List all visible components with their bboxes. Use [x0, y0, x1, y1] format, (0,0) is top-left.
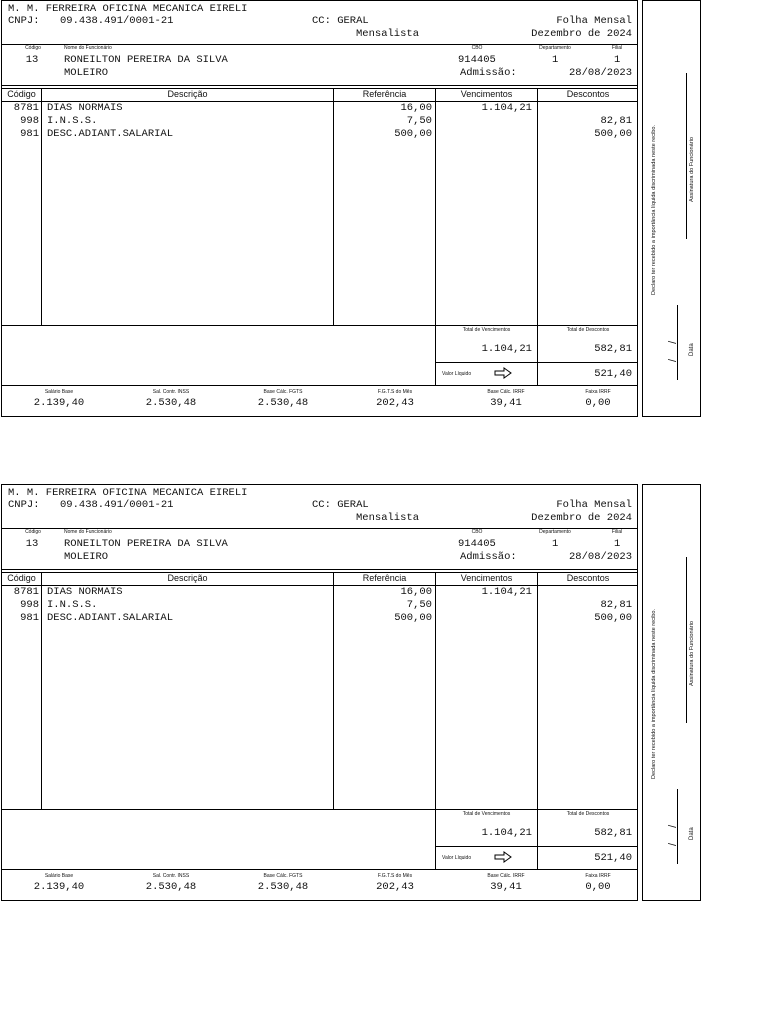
folha-title: Folha Mensal: [556, 15, 632, 27]
cell-descricao: DIAS NORMAIS: [47, 586, 123, 598]
cell-descricao: DIAS NORMAIS: [47, 102, 123, 114]
totals-divider: [1, 809, 638, 810]
col-header-descricao: Descrição: [167, 573, 208, 583]
faixa-irrf-value: 0,00: [585, 397, 611, 409]
cell-referencia: 500,00: [394, 612, 432, 624]
cell-referencia: 500,00: [394, 128, 432, 140]
cnpj-value: 09.438.491/0001-21: [60, 15, 174, 27]
date-label: Data: [689, 827, 695, 840]
liquido-divider: [435, 362, 638, 363]
cell-descontos: 500,00: [594, 612, 632, 624]
faixa-irrf-value: 0,00: [585, 881, 611, 893]
employee-department: 1: [552, 54, 559, 66]
signature-label: Assinatura do Funcionário: [689, 137, 695, 202]
valor-liquido-value: 521,40: [594, 852, 632, 864]
admissao-label: Admissão:: [460, 67, 517, 79]
cell-codigo: 998: [20, 115, 39, 127]
fgts-do-mes-value: 202,43: [376, 881, 414, 893]
signature-line: [686, 557, 687, 723]
employee-cbo: 914405: [458, 538, 496, 550]
valor-liquido-label: Valor Líquido: [442, 371, 472, 377]
employee-branch: 1: [614, 538, 621, 550]
sal-contr-inss-label: Sal. Contr. INSS: [152, 873, 190, 879]
fgts-do-mes-value: 202,43: [376, 397, 414, 409]
divider: [1, 569, 638, 570]
sal-contr-inss-value: 2.530,48: [145, 397, 197, 409]
cell-descricao: DESC.ADIANT.SALARIAL: [47, 128, 174, 140]
employee-role: MOLEIRO: [64, 67, 109, 79]
valor-liquido-label: Valor Líquido: [442, 855, 472, 861]
base-calc-irrf-value: 39,41: [490, 397, 522, 409]
codigo-small-label: Código: [25, 45, 41, 51]
faixa-irrf-label: Faixa IRRF: [585, 389, 611, 395]
cell-codigo: 981: [20, 128, 39, 140]
total-descontos-value: 582,81: [594, 343, 632, 355]
table-row: [0, 612, 640, 624]
payslip-1: [0, 0, 768, 420]
faixa-irrf-label: Faixa IRRF: [585, 873, 611, 879]
codigo-small-label: Código: [25, 529, 41, 535]
cell-descricao: I.N.S.S.: [47, 599, 98, 611]
cell-referencia: 7,50: [406, 599, 432, 611]
total-descontos-label: Total de Descontos: [566, 327, 610, 333]
cost-center: CC: GERAL: [312, 15, 369, 27]
date-slashes: / /: [667, 818, 679, 846]
totals-divider: [1, 325, 638, 326]
employee-role: MOLEIRO: [64, 551, 109, 563]
salario-base-value: 2.139,40: [33, 397, 85, 409]
admissao-date: 28/08/2023: [568, 67, 632, 79]
cell-referencia: 16,00: [400, 102, 432, 114]
mensalista-label: Mensalista: [356, 28, 420, 40]
col-header-referencia: Referência: [362, 89, 407, 99]
nome-small-label: Nome do Funcionário: [64, 45, 112, 51]
admissao-date: 28/08/2023: [568, 551, 632, 563]
cell-vencimentos: 1.104,21: [481, 102, 532, 114]
table-row: [0, 586, 640, 598]
col-header-descontos: Descontos: [566, 89, 610, 99]
departamento-small-label: Departamento: [539, 529, 571, 535]
salario-base-value: 2.139,40: [33, 881, 85, 893]
table-row: [0, 102, 640, 114]
cell-codigo: 8781: [13, 102, 39, 114]
signature-line: [686, 73, 687, 239]
salario-base-label: Salário Base: [44, 389, 74, 395]
cnpj-label: CNPJ:: [8, 499, 40, 511]
cell-codigo: 981: [20, 612, 39, 624]
cell-descricao: I.N.S.S.: [47, 115, 98, 127]
nome-small-label: Nome do Funcionário: [64, 529, 112, 535]
cell-referencia: 7,50: [406, 115, 432, 127]
employee-code: 13: [25, 538, 39, 550]
total-descontos-label: Total de Descontos: [566, 811, 610, 817]
col-header-descricao: Descrição: [167, 89, 208, 99]
declaration-text: Declaro ter recebido a importância líquida discriminada neste recibo.: [651, 608, 657, 779]
cnpj-label: CNPJ:: [8, 15, 40, 27]
valor-liquido-value: 521,40: [594, 368, 632, 380]
base-calc-fgts-label: Base Cálc. FGTS: [263, 389, 303, 395]
sal-contr-inss-label: Sal. Contr. INSS: [152, 389, 190, 395]
bases-row: [0, 388, 640, 416]
period-label: Dezembro de 2024: [531, 512, 632, 524]
col-header-codigo: Código: [7, 89, 36, 99]
employee-name: RONEILTON PEREIRA DA SILVA: [64, 538, 228, 550]
cell-descontos: 500,00: [594, 128, 632, 140]
table-row: [0, 128, 640, 140]
bases-row: [0, 872, 640, 900]
cbo-small-label: CBO: [471, 45, 483, 51]
mensalista-label: Mensalista: [356, 512, 420, 524]
company-name: M. M. FERREIRA OFICINA MECANICA EIRELI: [8, 3, 248, 15]
departamento-small-label: Departamento: [539, 45, 571, 51]
cell-referencia: 16,00: [400, 586, 432, 598]
cell-descricao: DESC.ADIANT.SALARIAL: [47, 612, 174, 624]
total-descontos-value: 582,81: [594, 827, 632, 839]
employee-code: 13: [25, 54, 39, 66]
base-calc-fgts-value: 2.530,48: [257, 397, 309, 409]
employee-name: RONEILTON PEREIRA DA SILVA: [64, 54, 228, 66]
salario-base-label: Salário Base: [44, 873, 74, 879]
cell-descontos: 82,81: [600, 115, 632, 127]
signature-label: Assinatura do Funcionário: [689, 621, 695, 686]
fgts-do-mes-label: F.G.T.S do Mês: [377, 873, 413, 879]
admissao-label: Admissão:: [460, 551, 517, 563]
total-vencimentos-label: Total de Vencimentos: [462, 811, 511, 817]
sal-contr-inss-value: 2.530,48: [145, 881, 197, 893]
payslip-2: [0, 484, 768, 904]
cost-center: CC: GERAL: [312, 499, 369, 511]
date-slashes: / /: [667, 334, 679, 362]
col-header-referencia: Referência: [362, 573, 407, 583]
cell-codigo: 8781: [13, 586, 39, 598]
col-header-vencimentos: Vencimentos: [460, 89, 513, 99]
table-row: [0, 115, 640, 127]
liquido-divider: [435, 846, 638, 847]
filial-small-label: Filial: [611, 529, 623, 535]
total-vencimentos-value: 1.104,21: [481, 343, 532, 355]
cbo-small-label: CBO: [471, 529, 483, 535]
base-calc-fgts-label: Base Cálc. FGTS: [263, 873, 303, 879]
employee-branch: 1: [614, 54, 621, 66]
cell-codigo: 998: [20, 599, 39, 611]
cell-descontos: 82,81: [600, 599, 632, 611]
employee-cbo: 914405: [458, 54, 496, 66]
folha-title: Folha Mensal: [556, 499, 632, 511]
arrow-right-icon: [494, 366, 512, 378]
arrow-right-icon: [494, 850, 512, 862]
col-header-codigo: Código: [7, 573, 36, 583]
cell-vencimentos: 1.104,21: [481, 586, 532, 598]
base-calc-fgts-value: 2.530,48: [257, 881, 309, 893]
col-header-vencimentos: Vencimentos: [460, 573, 513, 583]
date-label: Data: [689, 343, 695, 356]
filial-small-label: Filial: [611, 45, 623, 51]
fgts-do-mes-label: F.G.T.S do Mês: [377, 389, 413, 395]
declaration-text: Declaro ter recebido a importância líquida discriminada neste recibo.: [651, 124, 657, 295]
divider: [1, 85, 638, 86]
base-calc-irrf-label: Base Cálc. IRRF: [487, 873, 525, 879]
employee-department: 1: [552, 538, 559, 550]
table-row: [0, 599, 640, 611]
col-header-descontos: Descontos: [566, 573, 610, 583]
base-calc-irrf-label: Base Cálc. IRRF: [487, 389, 525, 395]
total-vencimentos-label: Total de Vencimentos: [462, 327, 511, 333]
cnpj-value: 09.438.491/0001-21: [60, 499, 174, 511]
total-vencimentos-value: 1.104,21: [481, 827, 532, 839]
base-calc-irrf-value: 39,41: [490, 881, 522, 893]
period-label: Dezembro de 2024: [531, 28, 632, 40]
company-name: M. M. FERREIRA OFICINA MECANICA EIRELI: [8, 487, 248, 499]
